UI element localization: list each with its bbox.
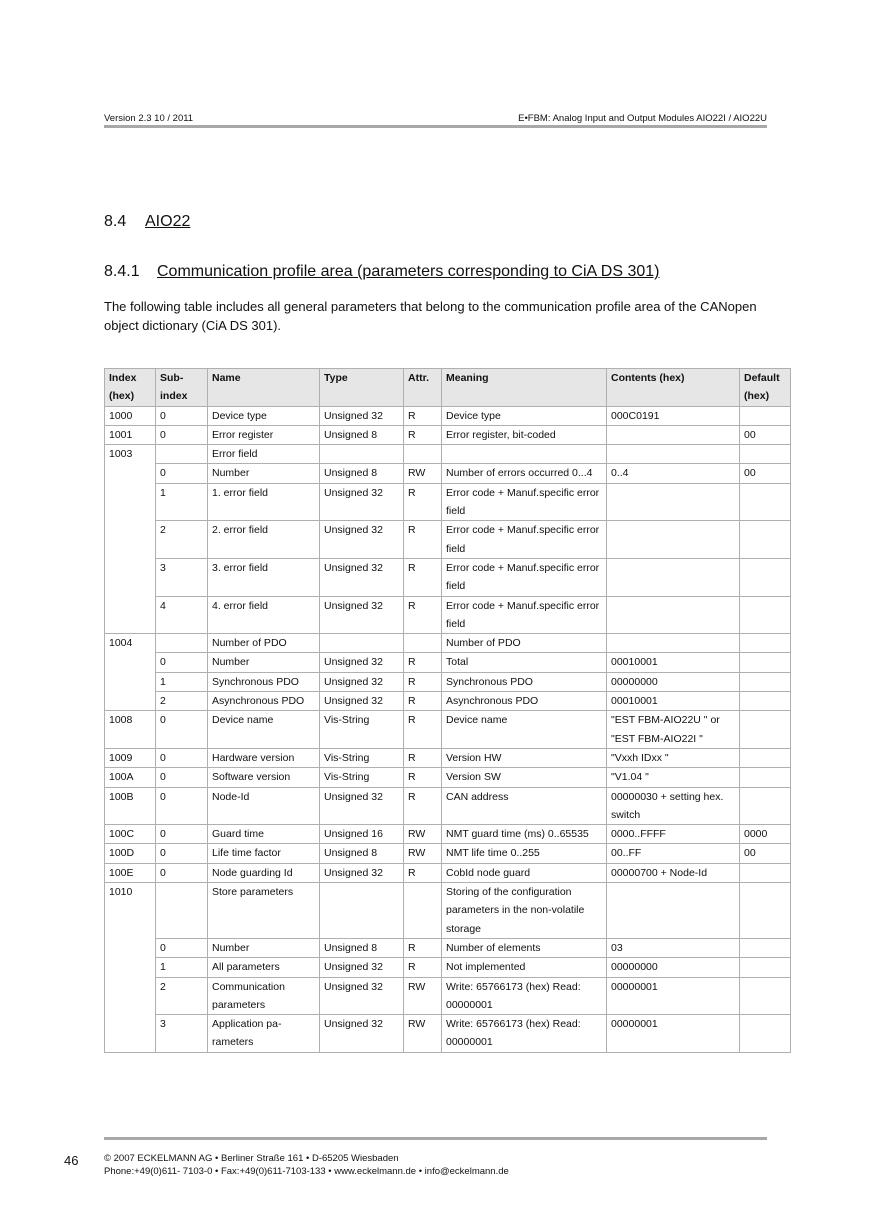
cell-type: Unsigned 32: [320, 787, 404, 825]
cell-type: Unsigned 32: [320, 1015, 404, 1053]
cell-type: Unsigned 32: [320, 692, 404, 711]
cell-sub: 0: [156, 406, 208, 425]
cell-index: [105, 464, 156, 483]
cell-meaning: Storing of the configuration parameters in the non-volatile storage: [442, 883, 607, 939]
cell-attr: R: [404, 711, 442, 749]
page-footer: [104, 1152, 509, 1178]
table-row: [105, 787, 791, 825]
cell-name: 2. error field: [208, 521, 320, 559]
cell-contents: [607, 883, 740, 939]
cell-sub: 0: [156, 768, 208, 787]
cell-sub: 3: [156, 1015, 208, 1053]
page-number: 46: [64, 1153, 79, 1168]
cell-name: Number: [208, 938, 320, 957]
cell-type: Unsigned 32: [320, 977, 404, 1015]
cell-meaning: CAN address: [442, 787, 607, 825]
cell-attr: RW: [404, 977, 442, 1015]
table-row: [105, 483, 791, 521]
table-row: [105, 748, 791, 767]
cell-type: Unsigned 32: [320, 406, 404, 425]
cell-default: 0000: [740, 825, 791, 844]
cell-attr: RW: [404, 844, 442, 863]
cell-attr: R: [404, 768, 442, 787]
cell-meaning: CobId node guard: [442, 863, 607, 882]
table-row: [105, 768, 791, 787]
cell-attr: R: [404, 958, 442, 977]
cell-name: Asynchronous PDO: [208, 692, 320, 711]
cell-meaning: Error code + Manuf.specific error field: [442, 483, 607, 521]
cell-contents: 00000000: [607, 672, 740, 691]
cell-index: [105, 653, 156, 672]
cell-index: [105, 558, 156, 596]
table-row: [105, 825, 791, 844]
cell-attr: R: [404, 483, 442, 521]
cell-index: [105, 977, 156, 1015]
col-header-contents: Contents (hex): [607, 369, 740, 407]
table-row: [105, 844, 791, 863]
cell-name: Store parameters: [208, 883, 320, 939]
header-rule: [104, 125, 767, 128]
cell-default: 00: [740, 464, 791, 483]
cell-name: Number: [208, 653, 320, 672]
subsection-number: 8.4.1: [104, 263, 140, 280]
subsection-title: Communication profile area (parameters corresponding to CiA DS 301): [157, 263, 660, 280]
cell-contents: "V1.04 ": [607, 768, 740, 787]
cell-sub: [156, 445, 208, 464]
table-row: [105, 445, 791, 464]
cell-sub: 0: [156, 938, 208, 957]
cell-sub: [156, 634, 208, 653]
cell-contents: [607, 483, 740, 521]
cell-type: Unsigned 32: [320, 521, 404, 559]
section-number: 8.4: [104, 213, 127, 230]
table-row: [105, 692, 791, 711]
cell-index: 1004: [105, 634, 156, 653]
table-row: [105, 521, 791, 559]
cell-default: [740, 672, 791, 691]
cell-meaning: NMT life time 0..255: [442, 844, 607, 863]
col-header-attr: Attr.: [404, 369, 442, 407]
cell-attr: R: [404, 748, 442, 767]
cell-name: Error register: [208, 425, 320, 444]
cell-sub: [156, 883, 208, 939]
cell-type: Vis-String: [320, 768, 404, 787]
cell-index: 1003: [105, 445, 156, 464]
cell-index: 100D: [105, 844, 156, 863]
cell-default: [740, 863, 791, 882]
cell-sub: 1: [156, 958, 208, 977]
col-header-index: Index (hex): [105, 369, 156, 407]
cell-name: Hardware version: [208, 748, 320, 767]
cell-sub: 0: [156, 711, 208, 749]
cell-sub: 0: [156, 748, 208, 767]
cell-index: 100C: [105, 825, 156, 844]
table-row: [105, 977, 791, 1015]
cell-meaning: Number of PDO: [442, 634, 607, 653]
section-heading: [104, 213, 190, 231]
cell-sub: 0: [156, 425, 208, 444]
cell-index: [105, 958, 156, 977]
cell-name: Communication parameters: [208, 977, 320, 1015]
cell-contents: "Vxxh IDxx ": [607, 748, 740, 767]
cell-contents: 00000700 + Node-Id: [607, 863, 740, 882]
table-header-row: [105, 369, 791, 407]
cell-name: All parameters: [208, 958, 320, 977]
cell-type: Unsigned 32: [320, 653, 404, 672]
cell-contents: 000C0191: [607, 406, 740, 425]
cell-index: [105, 938, 156, 957]
cell-meaning: Device type: [442, 406, 607, 425]
cell-meaning: Error register, bit-coded: [442, 425, 607, 444]
cell-type: Unsigned 8: [320, 938, 404, 957]
table-row: [105, 464, 791, 483]
cell-default: [740, 768, 791, 787]
cell-meaning: NMT guard time (ms) 0..65535: [442, 825, 607, 844]
cell-default: [740, 521, 791, 559]
cell-index: [105, 521, 156, 559]
cell-index: [105, 596, 156, 634]
cell-type: [320, 883, 404, 939]
cell-attr: R: [404, 596, 442, 634]
cell-contents: [607, 596, 740, 634]
cell-attr: [404, 445, 442, 464]
cell-index: 1000: [105, 406, 156, 425]
cell-attr: R: [404, 787, 442, 825]
table-row: [105, 425, 791, 444]
header-version: Version 2.3 10 / 2011: [104, 113, 194, 124]
cell-contents: 00000001: [607, 977, 740, 1015]
cell-meaning: Version SW: [442, 768, 607, 787]
table-row: [105, 938, 791, 957]
table-row: [105, 653, 791, 672]
cell-default: 00: [740, 425, 791, 444]
cell-contents: "EST FBM-AIO22U " or "EST FBM-AIO22I ": [607, 711, 740, 749]
cell-default: [740, 558, 791, 596]
cell-name: Device type: [208, 406, 320, 425]
cell-type: Unsigned 32: [320, 958, 404, 977]
cell-default: [740, 938, 791, 957]
cell-type: Unsigned 8: [320, 425, 404, 444]
cell-index: 1001: [105, 425, 156, 444]
cell-default: [740, 1015, 791, 1053]
cell-attr: R: [404, 406, 442, 425]
cell-type: [320, 634, 404, 653]
cell-name: Node-Id: [208, 787, 320, 825]
cell-default: [740, 483, 791, 521]
cell-index: 100A: [105, 768, 156, 787]
footer-copyright: © 2007 ECKELMANN AG • Berliner Straße 161 • D-65205 Wiesbaden: [104, 1153, 399, 1164]
cell-contents: 00..FF: [607, 844, 740, 863]
cell-attr: R: [404, 672, 442, 691]
cell-default: [740, 787, 791, 825]
table-row: [105, 672, 791, 691]
cell-contents: 0000..FFFF: [607, 825, 740, 844]
cell-attr: R: [404, 521, 442, 559]
table-row: [105, 1015, 791, 1053]
cell-sub: 3: [156, 558, 208, 596]
cell-index: [105, 1015, 156, 1053]
cell-index: 1009: [105, 748, 156, 767]
cell-default: [740, 692, 791, 711]
table-row: [105, 406, 791, 425]
cell-attr: R: [404, 558, 442, 596]
cell-index: 1008: [105, 711, 156, 749]
col-header-default: Default (hex): [740, 369, 791, 407]
cell-type: Vis-String: [320, 748, 404, 767]
cell-sub: 1: [156, 483, 208, 521]
cell-meaning: Write: 65766173 (hex) Read: 00000001: [442, 977, 607, 1015]
cell-name: Synchronous PDO: [208, 672, 320, 691]
cell-name: Application pa-rameters: [208, 1015, 320, 1053]
cell-contents: 00000030 + setting hex. switch: [607, 787, 740, 825]
cell-name: 4. error field: [208, 596, 320, 634]
cell-type: [320, 445, 404, 464]
cell-sub: 0: [156, 863, 208, 882]
cell-attr: RW: [404, 825, 442, 844]
cell-name: Number: [208, 464, 320, 483]
cell-meaning: Error code + Manuf.specific error field: [442, 596, 607, 634]
cell-type: Unsigned 32: [320, 672, 404, 691]
cell-sub: 2: [156, 521, 208, 559]
cell-default: [740, 596, 791, 634]
parameter-table: [104, 368, 791, 1053]
table-row: [105, 883, 791, 939]
table-row: [105, 711, 791, 749]
cell-meaning: Error code + Manuf.specific error field: [442, 521, 607, 559]
cell-name: Error field: [208, 445, 320, 464]
cell-index: [105, 692, 156, 711]
cell-meaning: Not implemented: [442, 958, 607, 977]
cell-attr: R: [404, 425, 442, 444]
col-header-name: Name: [208, 369, 320, 407]
col-header-subindex: Sub- index: [156, 369, 208, 407]
table-row: [105, 558, 791, 596]
footer-rule: [104, 1137, 767, 1140]
cell-meaning: Asynchronous PDO: [442, 692, 607, 711]
cell-sub: 2: [156, 692, 208, 711]
cell-default: [740, 406, 791, 425]
cell-attr: RW: [404, 1015, 442, 1053]
cell-sub: 0: [156, 825, 208, 844]
cell-sub: 0: [156, 464, 208, 483]
cell-type: Unsigned 32: [320, 558, 404, 596]
cell-meaning: Synchronous PDO: [442, 672, 607, 691]
cell-meaning: Device name: [442, 711, 607, 749]
cell-name: Node guarding Id: [208, 863, 320, 882]
cell-contents: 00010001: [607, 692, 740, 711]
cell-index: [105, 483, 156, 521]
cell-attr: RW: [404, 464, 442, 483]
cell-name: Number of PDO: [208, 634, 320, 653]
cell-index: [105, 672, 156, 691]
cell-type: Unsigned 8: [320, 844, 404, 863]
cell-sub: 0: [156, 653, 208, 672]
cell-type: Vis-String: [320, 711, 404, 749]
cell-sub: 1: [156, 672, 208, 691]
cell-index: 1010: [105, 883, 156, 939]
cell-default: [740, 958, 791, 977]
cell-contents: [607, 521, 740, 559]
cell-sub: 0: [156, 787, 208, 825]
cell-contents: [607, 558, 740, 596]
cell-meaning: Version HW: [442, 748, 607, 767]
cell-name: Device name: [208, 711, 320, 749]
cell-contents: [607, 445, 740, 464]
cell-attr: R: [404, 863, 442, 882]
cell-meaning: Error code + Manuf.specific error field: [442, 558, 607, 596]
cell-contents: 00000000: [607, 958, 740, 977]
cell-default: [740, 634, 791, 653]
cell-name: Life time factor: [208, 844, 320, 863]
cell-meaning: Number of errors occurred 0...4: [442, 464, 607, 483]
cell-name: Guard time: [208, 825, 320, 844]
col-header-meaning: Meaning: [442, 369, 607, 407]
cell-contents: 03: [607, 938, 740, 957]
cell-name: Software version: [208, 768, 320, 787]
cell-name: 1. error field: [208, 483, 320, 521]
cell-attr: [404, 883, 442, 939]
cell-default: [740, 445, 791, 464]
cell-meaning: Write: 65766173 (hex) Read: 00000001: [442, 1015, 607, 1053]
cell-attr: R: [404, 692, 442, 711]
cell-meaning: Total: [442, 653, 607, 672]
subsection-heading: [104, 263, 659, 281]
section-title: AIO22: [145, 213, 191, 230]
cell-type: Unsigned 32: [320, 596, 404, 634]
table-row: [105, 863, 791, 882]
cell-default: [740, 711, 791, 749]
cell-attr: R: [404, 653, 442, 672]
cell-sub: 0: [156, 844, 208, 863]
cell-default: [740, 977, 791, 1015]
cell-attr: [404, 634, 442, 653]
cell-sub: 2: [156, 977, 208, 1015]
cell-default: [740, 748, 791, 767]
cell-contents: [607, 634, 740, 653]
table-row: [105, 958, 791, 977]
intro-paragraph: The following table includes all general parameters that belong to the communication profile area of the CANopen object dictionary (CiA DS 301).: [104, 299, 757, 333]
cell-default: 00: [740, 844, 791, 863]
cell-meaning: [442, 445, 607, 464]
cell-type: Unsigned 16: [320, 825, 404, 844]
cell-type: Unsigned 32: [320, 863, 404, 882]
cell-sub: 4: [156, 596, 208, 634]
cell-contents: 00000001: [607, 1015, 740, 1053]
cell-type: Unsigned 8: [320, 464, 404, 483]
cell-default: [740, 653, 791, 672]
table-row: [105, 596, 791, 634]
cell-attr: R: [404, 938, 442, 957]
cell-default: [740, 883, 791, 939]
cell-contents: 0..4: [607, 464, 740, 483]
cell-meaning: Number of elements: [442, 938, 607, 957]
col-header-type: Type: [320, 369, 404, 407]
cell-index: 100E: [105, 863, 156, 882]
table-row: [105, 634, 791, 653]
header-title: E•FBM: Analog Input and Output Modules AIO22I / AIO22U: [518, 113, 767, 124]
cell-index: 100B: [105, 787, 156, 825]
cell-name: 3. error field: [208, 558, 320, 596]
cell-type: Unsigned 32: [320, 483, 404, 521]
cell-contents: 00010001: [607, 653, 740, 672]
cell-contents: [607, 425, 740, 444]
footer-contact: Phone:+49(0)611- 7103-0 • Fax:+49(0)611-7103-133 • www.eckelmann.de • info@eckelmann.de: [104, 1166, 509, 1177]
